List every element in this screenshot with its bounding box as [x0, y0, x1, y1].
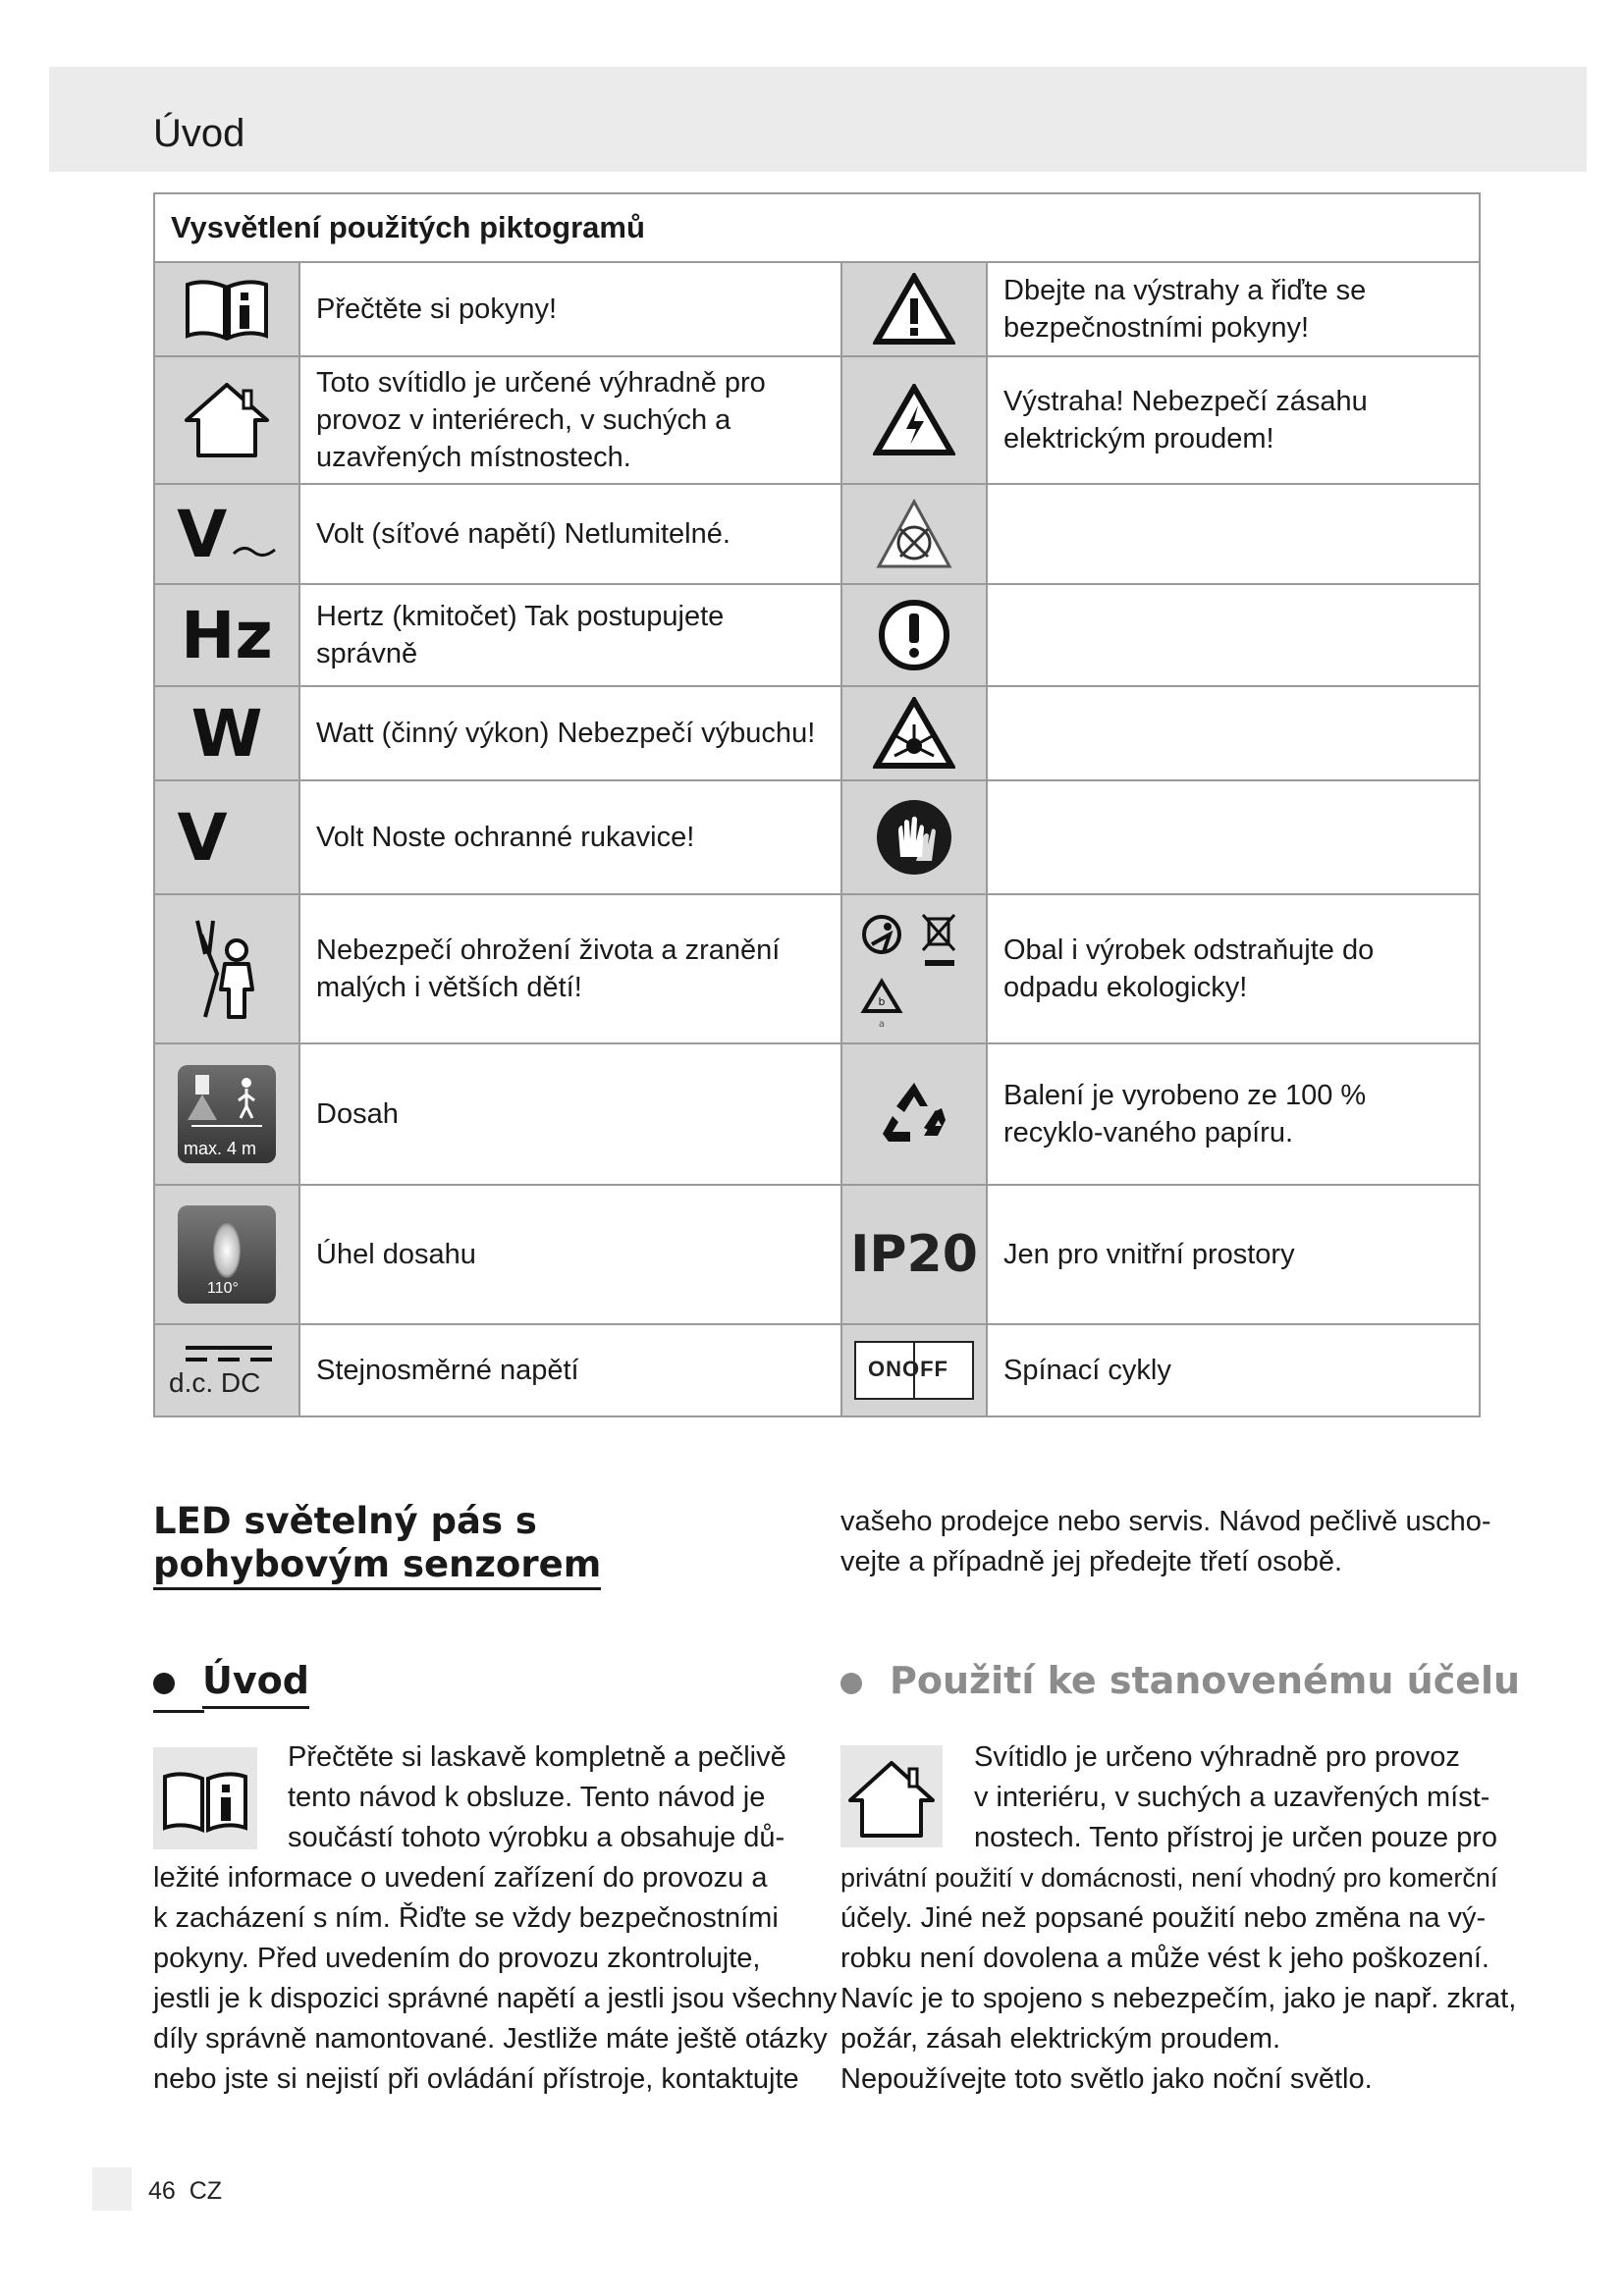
house-icon	[154, 356, 299, 484]
text-line: Svítidlo je určeno výhradně pro provoz	[974, 1741, 1460, 1773]
section-heading-text: Úvod	[202, 1659, 309, 1709]
text-line: Nepoužívejte toto světlo jako noční světlo.	[840, 2063, 1373, 2095]
text-line: ležité informace o uvedení zařízení do provozu a	[153, 1862, 768, 1894]
bullet-dot-icon	[840, 1673, 862, 1694]
text-line: vejte a případně jej předejte třetí osobě.	[840, 1546, 1343, 1577]
language-code: CZ	[189, 2177, 223, 2205]
page-title: Úvod	[153, 112, 245, 155]
text-line: Navíc je to spojeno s nebezpečím, jako je např. zkrat,	[840, 1983, 1517, 2014]
text-line: privátní použití v domácnosti, není vhodný pro komerční	[840, 1863, 1498, 1893]
book-info-icon	[153, 1747, 257, 1849]
legend-text: Spínací cykly	[987, 1324, 1480, 1416]
legend-title: Vysvětlení použitých piktogramů	[154, 193, 1480, 262]
legend-text: Úhel dosahu	[299, 1185, 841, 1324]
on-off-icon	[841, 1324, 987, 1416]
section-heading-text: Použití ke stanovenému účelu	[890, 1659, 1521, 1702]
page-number-value: 46	[148, 2177, 176, 2205]
watt-icon	[154, 686, 299, 780]
text-line: účely. Jiné než popsané použití nebo změna na vý-	[840, 1902, 1487, 1934]
section-heading-intro	[153, 1659, 309, 1702]
no-dimmer-icon	[841, 484, 987, 584]
legend-text: Volt Noste ochranné rukavice!	[299, 780, 841, 894]
text-line: Přečtěte si laskavě kompletně a pečlivě	[288, 1741, 786, 1773]
recycling-icon	[841, 1043, 987, 1185]
volt-symbol: V	[177, 799, 228, 876]
volt-icon	[154, 780, 299, 894]
product-title	[153, 1500, 601, 1586]
text-line: požár, zásah elektrickým proudem.	[840, 2023, 1281, 2055]
text-line: robku není dovolena a může vést k jeho poškození.	[840, 1943, 1489, 1974]
use-body-text	[840, 1858, 1516, 2100]
legend-text-empty	[987, 584, 1480, 686]
legend-text: Přečtěte si pokyny!	[299, 262, 841, 356]
heading-underline	[153, 1710, 204, 1713]
text-line: k zacházení s ním. Řiďte se vždy bezpečnostními	[153, 1902, 779, 1934]
volt-symbol: V	[177, 496, 228, 572]
range-badge	[178, 1065, 276, 1163]
dc-icon	[154, 1324, 299, 1416]
watt-symbol: W	[190, 695, 263, 772]
angle-icon	[154, 1185, 299, 1324]
legend-text: Jen pro vnitřní prostory	[987, 1185, 1480, 1324]
volt-ac-icon	[154, 484, 299, 584]
legend-text-empty	[987, 686, 1480, 780]
explosion-hazard-icon	[841, 686, 987, 780]
header-band	[49, 67, 1587, 172]
bullet-dot-icon	[153, 1673, 175, 1694]
text-line: jestli je k dispozici správné napětí a jestli jsou všechny	[153, 1983, 838, 2014]
hertz-symbol: Hz	[181, 597, 273, 673]
text-line: pokyny. Před uvedením do provozu zkontrolujte,	[153, 1943, 761, 1974]
intro-wrapped-text	[288, 1737, 786, 1858]
use-wrapped-text	[974, 1737, 1497, 1858]
legend-text: Obal i výrobek odstraňujte do odpadu ekologicky!	[987, 894, 1480, 1043]
angle-badge	[178, 1205, 276, 1304]
ip20-symbol: IP20	[850, 1225, 978, 1284]
intro-continued	[840, 1502, 1491, 1582]
child-hazard-icon	[154, 894, 299, 1043]
legend-text: Stejnosměrné napětí	[299, 1324, 841, 1416]
intro-body-text	[153, 1858, 837, 2100]
electric-hazard-icon	[841, 356, 987, 484]
text-line: tento návod k obsluze. Tento návod je	[288, 1782, 766, 1813]
angle-label: 110°	[207, 1280, 239, 1297]
page-number	[148, 2177, 222, 2206]
svg-text:a: a	[878, 1019, 886, 1030]
legend-text: Watt (činný výkon) Nebezpečí výbuchu!	[299, 686, 841, 780]
legend-text-empty	[987, 484, 1480, 584]
on-off-label: ONOFF	[868, 1357, 948, 1381]
recycle-dispose-icon	[841, 894, 987, 1043]
ip20-icon	[841, 1185, 987, 1324]
text-line: součástí tohoto výrobku a obsahuje dů-	[288, 1822, 785, 1853]
legend-text: Dosah	[299, 1043, 841, 1185]
legend-text: Výstraha! Nebezpečí zásahu elektrickým proudem!	[987, 356, 1480, 484]
legend-text: Dbejte na výstrahy a řiďte se bezpečnostními pokyny!	[987, 262, 1480, 356]
section-heading-intended-use	[840, 1659, 1520, 1702]
range-label: max. 4 m	[184, 1139, 257, 1158]
house-icon	[840, 1745, 943, 1847]
book-info-icon	[154, 262, 299, 356]
dc-label: d.c. DC	[169, 1367, 261, 1398]
text-line: nostech. Tento přístroj je určen pouze pro	[974, 1822, 1498, 1853]
warning-triangle-icon	[841, 262, 987, 356]
on-off-box	[854, 1341, 974, 1400]
legend-text: Volt (síťové napětí) Netlumitelné.	[299, 484, 841, 584]
range-icon	[154, 1043, 299, 1185]
footer-marker	[92, 2167, 132, 2211]
text-line: díly správně namontované. Jestliže máte ještě otázky	[153, 2023, 828, 2055]
text-line: v interiéru, v suchých a uzavřených míst-	[974, 1782, 1490, 1813]
text-line: vašeho prodejce nebo servis. Návod pečlivě uscho-	[840, 1506, 1491, 1537]
legend-text: Hertz (kmitočet) Tak postupujete správně	[299, 584, 841, 686]
pictogram-legend-table	[153, 192, 1481, 1417]
exclamation-circle-icon	[841, 584, 987, 686]
legend-text: Nebezpečí ohrožení života a zranění malých i větších dětí!	[299, 894, 841, 1043]
svg-text:b: b	[878, 995, 886, 1008]
gloves-icon	[841, 780, 987, 894]
legend-text-empty	[987, 780, 1480, 894]
legend-text: Balení je vyrobeno ze 100 % recyklo-vaného papíru.	[987, 1043, 1480, 1185]
legend-text: Toto svítidlo je určené výhradně pro provoz v interiérech, v suchých a uzavřených místnostech.	[299, 356, 841, 484]
product-title-line1: LED světelný pás s	[153, 1500, 537, 1542]
hertz-icon	[154, 584, 299, 686]
product-title-line2: pohybovým senzorem	[153, 1543, 601, 1590]
text-line: nebo jste si nejistí při ovládání přístroje, kontaktujte	[153, 2063, 799, 2095]
